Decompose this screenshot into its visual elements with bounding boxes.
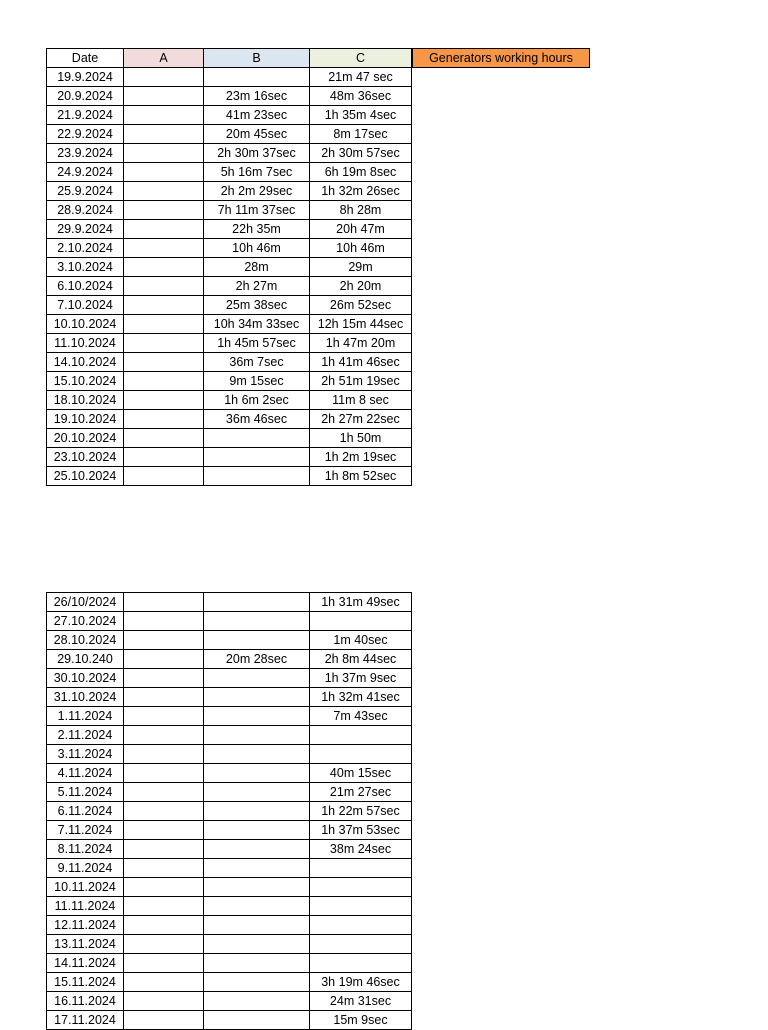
cell-date: 28.9.2024 <box>47 201 124 220</box>
cell-date: 27.10.2024 <box>47 612 124 631</box>
cell-c <box>310 878 412 897</box>
cell-a <box>124 878 204 897</box>
table-row <box>47 239 412 258</box>
cell-b <box>204 669 310 688</box>
cell-b <box>204 954 310 973</box>
cell-date: 8.11.2024 <box>47 840 124 859</box>
cell-a <box>124 220 204 239</box>
cell-a <box>124 410 204 429</box>
cell-date: 3.11.2024 <box>47 745 124 764</box>
cell-date: 5.11.2024 <box>47 783 124 802</box>
table-row <box>47 631 412 650</box>
table-row <box>47 277 412 296</box>
cell-c <box>310 954 412 973</box>
cell-a <box>124 897 204 916</box>
cell-a <box>124 144 204 163</box>
cell-b: 5h 16m 7sec <box>204 163 310 182</box>
cell-date: 7.11.2024 <box>47 821 124 840</box>
cell-c: 38m 24sec <box>310 840 412 859</box>
table-row <box>47 669 412 688</box>
cell-c <box>310 935 412 954</box>
cell-a <box>124 258 204 277</box>
cell-b <box>204 593 310 612</box>
table-row <box>47 783 412 802</box>
cell-b <box>204 897 310 916</box>
cell-b <box>204 429 310 448</box>
table-row <box>47 201 412 220</box>
hours-table-1 <box>46 48 412 486</box>
table-row <box>47 144 412 163</box>
cell-date: 19.10.2024 <box>47 410 124 429</box>
cell-c: 7m 43sec <box>310 707 412 726</box>
cell-a <box>124 802 204 821</box>
cell-c <box>310 612 412 631</box>
header-row <box>47 49 412 68</box>
cell-b <box>204 916 310 935</box>
cell-c: 3h 19m 46sec <box>310 973 412 992</box>
cell-b: 2h 30m 37sec <box>204 144 310 163</box>
table-row <box>47 992 412 1011</box>
cell-b: 20m 28sec <box>204 650 310 669</box>
cell-c: 6h 19m 8sec <box>310 163 412 182</box>
table-row <box>47 391 412 410</box>
cell-date: 17.11.2024 <box>47 1011 124 1030</box>
cell-c: 15m 9sec <box>310 1011 412 1030</box>
table-row <box>47 688 412 707</box>
cell-c: 26m 52sec <box>310 296 412 315</box>
cell-c <box>310 859 412 878</box>
table-row <box>47 707 412 726</box>
table-row <box>47 650 412 669</box>
table-row <box>47 106 412 125</box>
cell-date: 10.10.2024 <box>47 315 124 334</box>
table-row <box>47 258 412 277</box>
table-row <box>47 726 412 745</box>
cell-c: 29m <box>310 258 412 277</box>
cell-c: 48m 36sec <box>310 87 412 106</box>
cell-b <box>204 688 310 707</box>
cell-date: 10.11.2024 <box>47 878 124 897</box>
cell-b: 28m <box>204 258 310 277</box>
cell-b: 36m 46sec <box>204 410 310 429</box>
cell-c: 2h 20m <box>310 277 412 296</box>
cell-date: 20.10.2024 <box>47 429 124 448</box>
cell-date: 29.10.240 <box>47 650 124 669</box>
cell-a <box>124 201 204 220</box>
cell-date: 4.11.2024 <box>47 764 124 783</box>
cell-c: 1h 35m 4sec <box>310 106 412 125</box>
cell-a <box>124 935 204 954</box>
cell-a <box>124 68 204 87</box>
cell-date: 29.9.2024 <box>47 220 124 239</box>
table-row <box>47 897 412 916</box>
cell-a <box>124 125 204 144</box>
cell-a <box>124 315 204 334</box>
cell-b <box>204 612 310 631</box>
cell-b <box>204 631 310 650</box>
table-row <box>47 745 412 764</box>
cell-c: 40m 15sec <box>310 764 412 783</box>
cell-date: 6.11.2024 <box>47 802 124 821</box>
cell-b: 22h 35m <box>204 220 310 239</box>
table-row <box>47 859 412 878</box>
cell-b: 41m 23sec <box>204 106 310 125</box>
cell-b <box>204 783 310 802</box>
cell-date: 1.11.2024 <box>47 707 124 726</box>
cell-a <box>124 353 204 372</box>
cell-c: 21m 47 sec <box>310 68 412 87</box>
cell-a <box>124 87 204 106</box>
cell-a <box>124 163 204 182</box>
table-row <box>47 593 412 612</box>
cell-date: 30.10.2024 <box>47 669 124 688</box>
cell-b <box>204 448 310 467</box>
cell-b <box>204 802 310 821</box>
table-row <box>47 840 412 859</box>
cell-c <box>310 916 412 935</box>
cell-a <box>124 764 204 783</box>
cell-a <box>124 650 204 669</box>
generators-working-hours-label: Generators working hours <box>412 48 590 68</box>
cell-a <box>124 182 204 201</box>
table-row <box>47 821 412 840</box>
table-row <box>47 973 412 992</box>
cell-b: 25m 38sec <box>204 296 310 315</box>
cell-b <box>204 764 310 783</box>
cell-date: 2.10.2024 <box>47 239 124 258</box>
cell-b <box>204 1011 310 1030</box>
cell-date: 26/10/2024 <box>47 593 124 612</box>
cell-date: 25.9.2024 <box>47 182 124 201</box>
cell-c: 21m 27sec <box>310 783 412 802</box>
cell-c: 12h 15m 44sec <box>310 315 412 334</box>
cell-a <box>124 391 204 410</box>
table-row <box>47 429 412 448</box>
cell-a <box>124 467 204 486</box>
table-row <box>47 353 412 372</box>
cell-b: 1h 6m 2sec <box>204 391 310 410</box>
cell-b <box>204 821 310 840</box>
table-row <box>47 87 412 106</box>
cell-a <box>124 612 204 631</box>
cell-a <box>124 840 204 859</box>
table-row <box>47 163 412 182</box>
cell-a <box>124 745 204 764</box>
cell-date: 9.11.2024 <box>47 859 124 878</box>
cell-a <box>124 448 204 467</box>
table-row <box>47 315 412 334</box>
cell-c: 1h 50m <box>310 429 412 448</box>
cell-c: 1h 32m 26sec <box>310 182 412 201</box>
cell-b: 36m 7sec <box>204 353 310 372</box>
cell-a <box>124 821 204 840</box>
cell-a <box>124 783 204 802</box>
table-row <box>47 764 412 783</box>
cell-a <box>124 726 204 745</box>
cell-date: 25.10.2024 <box>47 467 124 486</box>
cell-a <box>124 239 204 258</box>
cell-b <box>204 878 310 897</box>
cell-a <box>124 973 204 992</box>
cell-date: 14.10.2024 <box>47 353 124 372</box>
cell-c: 2h 8m 44sec <box>310 650 412 669</box>
cell-date: 20.9.2024 <box>47 87 124 106</box>
cell-date: 23.10.2024 <box>47 448 124 467</box>
cell-a <box>124 277 204 296</box>
cell-date: 16.11.2024 <box>47 992 124 1011</box>
cell-c: 1h 37m 9sec <box>310 669 412 688</box>
table-row <box>47 182 412 201</box>
cell-c: 1h 31m 49sec <box>310 593 412 612</box>
cell-date: 19.9.2024 <box>47 68 124 87</box>
cell-date: 15.11.2024 <box>47 973 124 992</box>
cell-date: 2.11.2024 <box>47 726 124 745</box>
cell-a <box>124 106 204 125</box>
cell-date: 22.9.2024 <box>47 125 124 144</box>
cell-date: 18.10.2024 <box>47 391 124 410</box>
cell-b: 9m 15sec <box>204 372 310 391</box>
cell-c: 2h 30m 57sec <box>310 144 412 163</box>
cell-c: 1m 40sec <box>310 631 412 650</box>
cell-a <box>124 334 204 353</box>
cell-date: 11.11.2024 <box>47 897 124 916</box>
cell-b: 1h 45m 57sec <box>204 334 310 353</box>
cell-b: 10h 34m 33sec <box>204 315 310 334</box>
cell-b: 2h 27m <box>204 277 310 296</box>
hours-table-2 <box>46 592 412 1030</box>
cell-a <box>124 296 204 315</box>
cell-c: 1h 2m 19sec <box>310 448 412 467</box>
cell-c: 20h 47m <box>310 220 412 239</box>
cell-c: 11m 8 sec <box>310 391 412 410</box>
cell-c: 24m 31sec <box>310 992 412 1011</box>
cell-b <box>204 467 310 486</box>
cell-c: 1h 47m 20m <box>310 334 412 353</box>
cell-c <box>310 726 412 745</box>
cell-c: 2h 51m 19sec <box>310 372 412 391</box>
cell-a <box>124 954 204 973</box>
cell-b <box>204 859 310 878</box>
table-row <box>47 916 412 935</box>
table-row <box>47 954 412 973</box>
cell-c <box>310 897 412 916</box>
cell-a <box>124 992 204 1011</box>
table-row <box>47 296 412 315</box>
cell-c: 8h 28m <box>310 201 412 220</box>
cell-c: 8m 17sec <box>310 125 412 144</box>
cell-c: 1h 8m 52sec <box>310 467 412 486</box>
cell-a <box>124 707 204 726</box>
cell-date: 12.11.2024 <box>47 916 124 935</box>
cell-date: 6.10.2024 <box>47 277 124 296</box>
cell-b <box>204 992 310 1011</box>
cell-b <box>204 745 310 764</box>
cell-date: 11.10.2024 <box>47 334 124 353</box>
header-a: A <box>124 49 204 68</box>
table-row <box>47 802 412 821</box>
table-row <box>47 467 412 486</box>
cell-b: 7h 11m 37sec <box>204 201 310 220</box>
cell-a <box>124 429 204 448</box>
cell-date: 7.10.2024 <box>47 296 124 315</box>
cell-c: 10h 46m <box>310 239 412 258</box>
cell-a <box>124 859 204 878</box>
cell-b <box>204 68 310 87</box>
header-date: Date <box>47 49 124 68</box>
cell-b <box>204 726 310 745</box>
cell-date: 31.10.2024 <box>47 688 124 707</box>
cell-a <box>124 688 204 707</box>
table-row <box>47 878 412 897</box>
cell-date: 21.9.2024 <box>47 106 124 125</box>
cell-b: 23m 16sec <box>204 87 310 106</box>
table-row <box>47 125 412 144</box>
cell-date: 15.10.2024 <box>47 372 124 391</box>
cell-c: 1h 22m 57sec <box>310 802 412 821</box>
cell-b: 20m 45sec <box>204 125 310 144</box>
cell-b <box>204 935 310 954</box>
cell-b <box>204 707 310 726</box>
cell-a <box>124 669 204 688</box>
cell-a <box>124 631 204 650</box>
cell-c: 2h 27m 22sec <box>310 410 412 429</box>
table-row <box>47 935 412 954</box>
table-row <box>47 1011 412 1030</box>
cell-c: 1h 37m 53sec <box>310 821 412 840</box>
cell-c: 1h 32m 41sec <box>310 688 412 707</box>
header-b: B <box>204 49 310 68</box>
table-2-body <box>47 593 412 1030</box>
cell-date: 24.9.2024 <box>47 163 124 182</box>
header-c: C <box>310 49 412 68</box>
cell-b <box>204 973 310 992</box>
table-1-body <box>47 68 412 486</box>
cell-a <box>124 372 204 391</box>
cell-date: 3.10.2024 <box>47 258 124 277</box>
table-row <box>47 410 412 429</box>
table-row <box>47 448 412 467</box>
table-row <box>47 220 412 239</box>
cell-date: 14.11.2024 <box>47 954 124 973</box>
cell-a <box>124 593 204 612</box>
table-row <box>47 334 412 353</box>
cell-a <box>124 916 204 935</box>
cell-date: 23.9.2024 <box>47 144 124 163</box>
cell-c <box>310 745 412 764</box>
cell-b: 2h 2m 29sec <box>204 182 310 201</box>
cell-b <box>204 840 310 859</box>
table-row <box>47 612 412 631</box>
cell-a <box>124 1011 204 1030</box>
table-row <box>47 68 412 87</box>
table-row <box>47 372 412 391</box>
cell-date: 28.10.2024 <box>47 631 124 650</box>
cell-b: 10h 46m <box>204 239 310 258</box>
cell-c: 1h 41m 46sec <box>310 353 412 372</box>
cell-date: 13.11.2024 <box>47 935 124 954</box>
